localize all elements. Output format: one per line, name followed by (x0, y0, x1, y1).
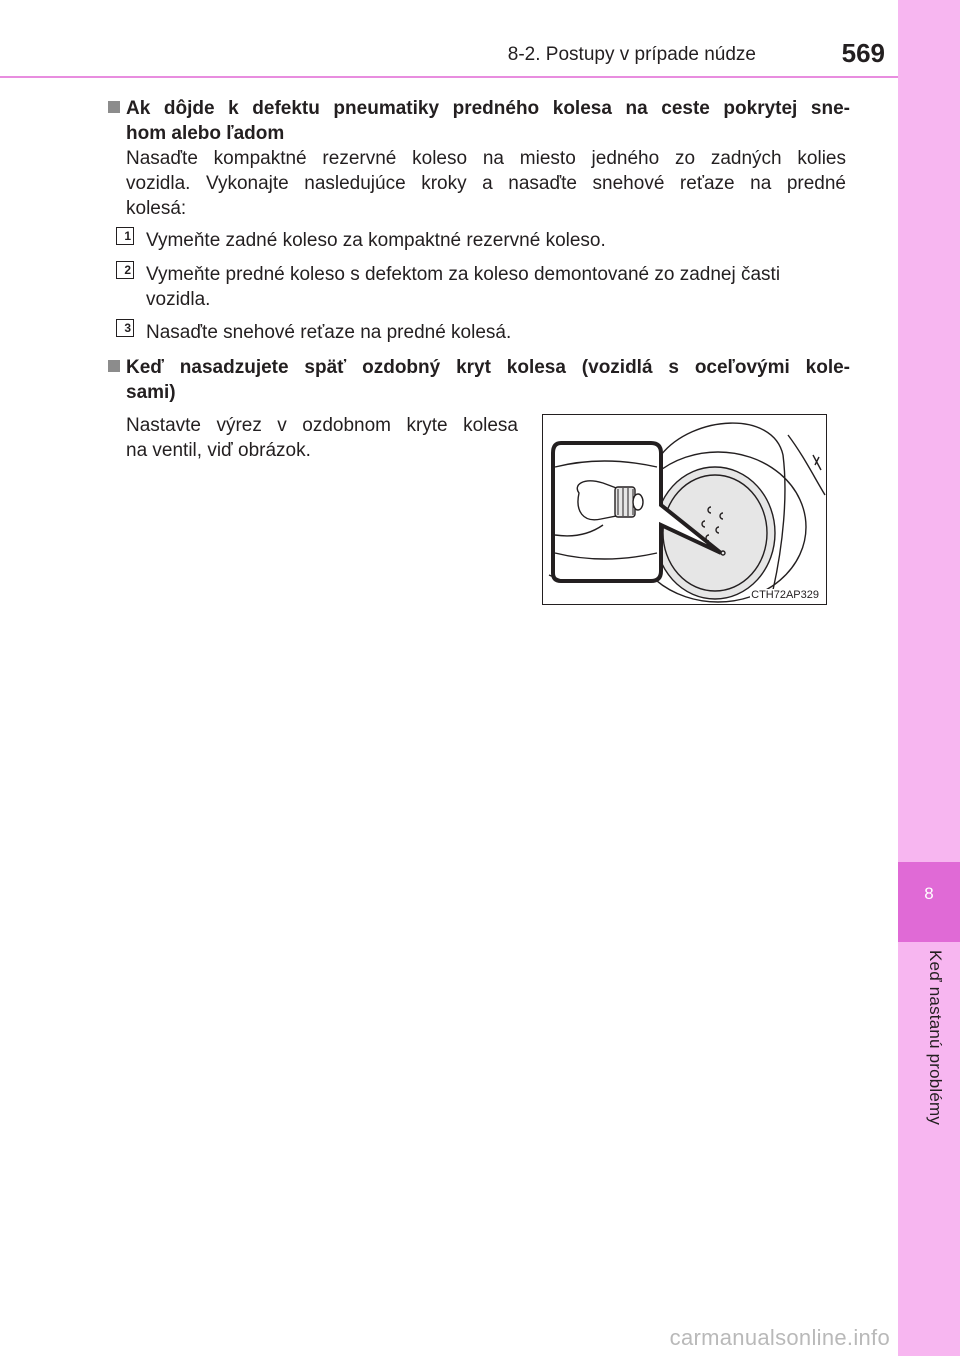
section2-heading-line1: Keď nasadzujete späť ozdobný kryt kolesa (vozidlá s oceľovými kole- (126, 357, 850, 378)
chapter-title-text: Keď nastanú problémy (926, 950, 945, 1126)
step-number-1: 1 (116, 227, 134, 245)
step-number-2: 2 (116, 261, 134, 279)
header-rule (0, 76, 898, 78)
section1-heading (108, 96, 856, 121)
wheel-cover-illustration (543, 415, 827, 605)
wheel-cover-figure (542, 414, 827, 605)
section2-heading-line2: sami) (126, 382, 176, 403)
header-section-title: 8-2. Postupy v prípade núdze (507, 44, 756, 65)
step-2-text-line2: vozidla. (146, 289, 211, 310)
step-1-text: Vymeňte zadné koleso za kompaktné rezervné koleso. (146, 230, 606, 251)
figure-caption: CTH72AP329 (751, 589, 819, 601)
step-3-text: Nasaďte snehové reťaze na predné kolesá. (146, 322, 512, 343)
chapter-number: 8 (924, 884, 934, 903)
heading-bullet-icon (108, 360, 120, 372)
section2-text-line1: Nastavte výrez v ozdobnom kryte kolesa (126, 415, 518, 436)
page-number: 569 (841, 38, 885, 68)
section1-intro-line3: kolesá: (126, 198, 187, 219)
section1-heading-line1: Ak dôjde k defektu pneumatiky predného kolesa na ceste pokrytej sne- (126, 98, 850, 119)
step-number-3: 3 (116, 319, 134, 337)
section2-heading (108, 355, 856, 380)
section1-intro-line1: Nasaďte kompaktné rezervné koleso na miesto jedného zo zadných kolies (126, 148, 846, 169)
section2-text-line2: na ventil, viď obrázok. (126, 440, 311, 461)
section1-intro-line2: vozidla. Vykonajte nasledujúce kroky a nasaďte snehové reťaze na predné (126, 173, 846, 194)
step-2-text: Vymeňte predné koleso s defektom za koleso demontované zo zadnej časti (146, 264, 781, 285)
section1-heading-line2: hom alebo ľadom (126, 123, 285, 144)
heading-bullet-icon (108, 101, 120, 113)
watermark: carmanualsonline.info (669, 1325, 890, 1350)
chapter-title (898, 950, 960, 1170)
